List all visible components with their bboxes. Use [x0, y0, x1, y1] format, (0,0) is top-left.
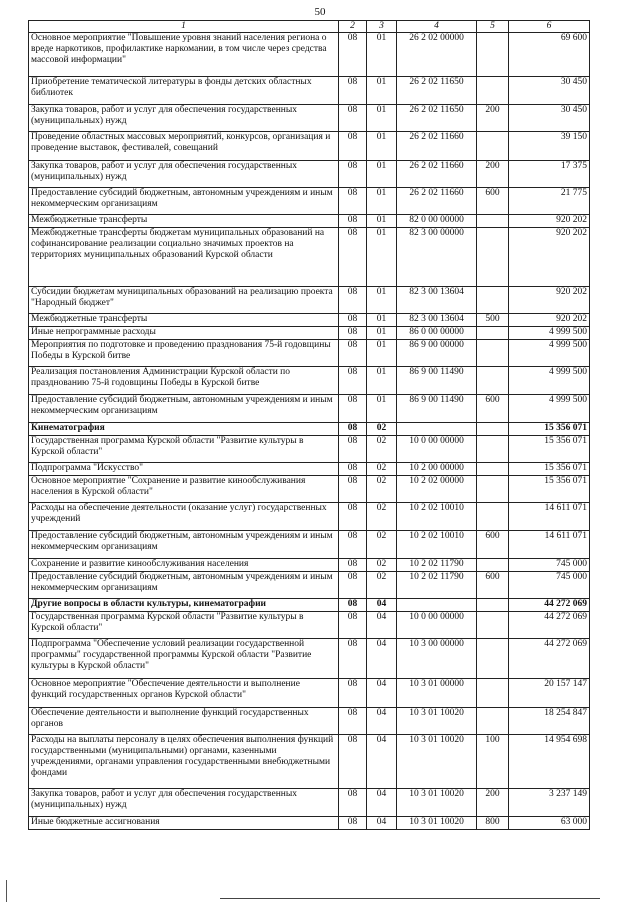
page-number: 50: [314, 6, 326, 18]
cell-vr: 200: [477, 161, 509, 188]
cell-sum: 4 999 500: [509, 395, 590, 423]
cell-pr: 02: [367, 436, 397, 463]
cell-sum: 14 611 071: [509, 503, 590, 531]
cell-sum: 30 450: [509, 77, 590, 105]
table-row: [29, 735, 590, 789]
cell-sum: 44 272 069: [509, 599, 590, 612]
cell-sum: 745 000: [509, 559, 590, 572]
cell-vr: [477, 228, 509, 287]
cell-sum: 920 202: [509, 287, 590, 314]
cell-pr: 01: [367, 77, 397, 105]
cell-pr: 02: [367, 559, 397, 572]
cell-csr: 10 0 00 00000: [397, 612, 477, 639]
cell-sum: 69 600: [509, 33, 590, 77]
cell-sum: 15 356 071: [509, 476, 590, 503]
cell-sum: 920 202: [509, 215, 590, 228]
cell-sum: 21 775: [509, 188, 590, 215]
cell-rz: 08: [339, 314, 367, 327]
cell-vr: [477, 708, 509, 735]
cell-rz: 08: [339, 572, 367, 599]
cell-vr: [477, 423, 509, 436]
cell-name: Государственная программа Курской области "Развитие культуры в Курской области": [29, 612, 339, 639]
cell-pr: 02: [367, 531, 397, 559]
table-row: [29, 789, 590, 817]
cell-rz: 08: [339, 132, 367, 161]
cell-csr: 10 2 02 10010: [397, 531, 477, 559]
cell-name: Кинематография: [29, 423, 339, 436]
cell-rz: 08: [339, 367, 367, 395]
cell-pr: 04: [367, 639, 397, 679]
cell-pr: 01: [367, 287, 397, 314]
cell-vr: [477, 612, 509, 639]
header-cell-sum: 6: [509, 21, 590, 33]
cell-csr: 82 0 00 00000: [397, 215, 477, 228]
table-row: [29, 287, 590, 314]
cell-pr: 02: [367, 463, 397, 476]
cell-sum: 18 254 847: [509, 708, 590, 735]
cell-name: Обеспечение деятельности и выполнение функций государственных органов: [29, 708, 339, 735]
table-row: [29, 132, 590, 161]
cell-vr: 600: [477, 188, 509, 215]
cell-sum: 4 999 500: [509, 367, 590, 395]
cell-name: Расходы на обеспечение деятельности (оказание услуг) государственных учреждений: [29, 503, 339, 531]
budget-table: [28, 20, 590, 830]
cell-vr: 600: [477, 531, 509, 559]
table-row: [29, 423, 590, 436]
cell-sum: 30 450: [509, 105, 590, 132]
cell-csr: 26 2 02 11660: [397, 161, 477, 188]
cell-vr: [477, 503, 509, 531]
cell-csr: 26 2 02 11660: [397, 132, 477, 161]
cell-vr: [477, 340, 509, 367]
cell-csr: [397, 599, 477, 612]
cell-name: Закупка товаров, работ и услуг для обеспечения государственных (муниципальных) нужд: [29, 105, 339, 132]
table-row: [29, 463, 590, 476]
cell-vr: 200: [477, 105, 509, 132]
cell-name: Основное мероприятие "Повышение уровня знаний населения региона о вреде наркотиков, профилактике наркомании, в том числе через средства массовой информации": [29, 33, 339, 77]
cell-csr: 10 3 00 00000: [397, 639, 477, 679]
cell-pr: 01: [367, 228, 397, 287]
header-row: [29, 21, 590, 33]
cell-pr: 04: [367, 612, 397, 639]
cell-pr: 01: [367, 395, 397, 423]
table-row: [29, 572, 590, 599]
cell-rz: 08: [339, 215, 367, 228]
cell-csr: 10 0 00 00000: [397, 436, 477, 463]
header-cell-rz: 2: [339, 21, 367, 33]
table-row: [29, 817, 590, 830]
table-row: [29, 327, 590, 340]
cell-rz: 08: [339, 503, 367, 531]
cell-vr: [477, 559, 509, 572]
cell-name: Другие вопросы в области культуры, кинематографии: [29, 599, 339, 612]
cell-pr: 01: [367, 33, 397, 77]
cell-sum: 14 954 698: [509, 735, 590, 789]
cell-pr: 01: [367, 105, 397, 132]
cell-rz: 08: [339, 789, 367, 817]
cell-csr: 86 9 00 00000: [397, 340, 477, 367]
cell-rz: 08: [339, 77, 367, 105]
cell-name: Сохранение и развитие кинообслуживания населения: [29, 559, 339, 572]
cell-name: Субсидии бюджетам муниципальных образований на реализацию проекта "Народный бюджет": [29, 287, 339, 314]
cell-csr: 86 9 00 11490: [397, 395, 477, 423]
table-row: [29, 77, 590, 105]
cell-csr: 10 3 01 10020: [397, 735, 477, 789]
table-row: [29, 340, 590, 367]
cell-pr: 01: [367, 367, 397, 395]
cell-rz: 08: [339, 531, 367, 559]
cell-sum: 4 999 500: [509, 340, 590, 367]
cell-name: Иные непрограммные расходы: [29, 327, 339, 340]
cell-vr: 500: [477, 314, 509, 327]
cell-csr: 26 2 02 11650: [397, 77, 477, 105]
cell-csr: 10 2 02 10010: [397, 503, 477, 531]
cell-pr: 02: [367, 423, 397, 436]
table-row: [29, 639, 590, 679]
cell-sum: 15 356 071: [509, 423, 590, 436]
cell-name: Предоставление субсидий бюджетным, автономным учреждениям и иным некоммерческим организациям: [29, 572, 339, 599]
cell-name: Межбюджетные трансферты: [29, 215, 339, 228]
cell-name: Расходы на выплаты персоналу в целях обеспечения выполнения функций государственными (муниципальными) органами, казенными учреждениями, органами управления государственными внебюджетными фондами: [29, 735, 339, 789]
cell-vr: 600: [477, 395, 509, 423]
cell-name: Реализация постановления Администрации Курской области по празднованию 75-й годовщины Победы в Курской битве: [29, 367, 339, 395]
cell-name: Закупка товаров, работ и услуг для обеспечения государственных (муниципальных) нужд: [29, 789, 339, 817]
cell-pr: 01: [367, 215, 397, 228]
cell-vr: 800: [477, 817, 509, 830]
cell-pr: 04: [367, 599, 397, 612]
cell-name: Предоставление субсидий бюджетным, автономным учреждениям и иным некоммерческим организациям: [29, 188, 339, 215]
cell-vr: [477, 599, 509, 612]
cell-pr: 04: [367, 789, 397, 817]
table-row: [29, 395, 590, 423]
cell-rz: 08: [339, 476, 367, 503]
cell-rz: 08: [339, 463, 367, 476]
cell-rz: 08: [339, 679, 367, 708]
cell-vr: 200: [477, 789, 509, 817]
cell-sum: 17 375: [509, 161, 590, 188]
cell-csr: [397, 423, 477, 436]
cell-sum: 4 999 500: [509, 327, 590, 340]
cell-name: Проведение областных массовых мероприятий, конкурсов, организация и проведение выставок, фестивалей, совещаний: [29, 132, 339, 161]
table-row: [29, 33, 590, 77]
cell-csr: 82 3 00 00000: [397, 228, 477, 287]
cell-rz: 08: [339, 708, 367, 735]
cell-name: Межбюджетные трансферты: [29, 314, 339, 327]
cell-csr: 26 2 02 11650: [397, 105, 477, 132]
table-row: [29, 314, 590, 327]
cell-pr: 04: [367, 679, 397, 708]
header-cell-name: 1: [29, 21, 339, 33]
cell-sum: 63 000: [509, 817, 590, 830]
table-row: [29, 105, 590, 132]
cell-rz: 08: [339, 559, 367, 572]
cell-csr: 10 2 00 00000: [397, 463, 477, 476]
cell-sum: 745 000: [509, 572, 590, 599]
cell-name: Предоставление субсидий бюджетным, автономным учреждениям и иным некоммерческим организациям: [29, 395, 339, 423]
cell-rz: 08: [339, 327, 367, 340]
cell-rz: 08: [339, 287, 367, 314]
cell-vr: [477, 77, 509, 105]
header-cell-pr: 3: [367, 21, 397, 33]
cell-sum: 39 150: [509, 132, 590, 161]
cell-vr: [477, 679, 509, 708]
cell-name: Приобретение тематической литературы в фонды детских областных библиотек: [29, 77, 339, 105]
cell-csr: 10 3 01 10020: [397, 817, 477, 830]
cell-vr: [477, 132, 509, 161]
cell-pr: 01: [367, 340, 397, 367]
cell-name: Основное мероприятие "Обеспечение деятельности и выполнение функций государственных органов Курской области": [29, 679, 339, 708]
cell-sum: 15 356 071: [509, 436, 590, 463]
cell-sum: 20 157 147: [509, 679, 590, 708]
cell-sum: 15 356 071: [509, 463, 590, 476]
cell-csr: 10 3 01 10020: [397, 708, 477, 735]
bottom-rule: [220, 898, 600, 899]
cell-sum: 920 202: [509, 314, 590, 327]
cell-csr: 10 2 02 11790: [397, 559, 477, 572]
cell-sum: 3 237 149: [509, 789, 590, 817]
table-row: [29, 367, 590, 395]
cell-csr: 86 9 00 11490: [397, 367, 477, 395]
table-row: [29, 215, 590, 228]
cell-rz: 08: [339, 105, 367, 132]
cell-rz: 08: [339, 423, 367, 436]
table-row: [29, 531, 590, 559]
cell-csr: 10 2 02 11790: [397, 572, 477, 599]
cell-name: Мероприятия по подготовке и проведению празднования 75-й годовщины Победы в Курской битве: [29, 340, 339, 367]
cell-vr: [477, 476, 509, 503]
cell-pr: 01: [367, 132, 397, 161]
cell-pr: 04: [367, 708, 397, 735]
cell-pr: 01: [367, 188, 397, 215]
cell-pr: 01: [367, 314, 397, 327]
cell-pr: 02: [367, 476, 397, 503]
cell-rz: 08: [339, 161, 367, 188]
cell-rz: 08: [339, 735, 367, 789]
cell-vr: [477, 287, 509, 314]
table-row: [29, 679, 590, 708]
cell-rz: 08: [339, 395, 367, 423]
cell-vr: [477, 463, 509, 476]
table-row: [29, 436, 590, 463]
cell-rz: 08: [339, 599, 367, 612]
cell-vr: [477, 639, 509, 679]
cell-rz: 08: [339, 340, 367, 367]
cell-rz: 08: [339, 817, 367, 830]
table-row: [29, 612, 590, 639]
cell-sum: 44 272 069: [509, 612, 590, 639]
cell-rz: 08: [339, 639, 367, 679]
cell-pr: 01: [367, 327, 397, 340]
table-row: [29, 599, 590, 612]
cell-csr: 26 2 02 11660: [397, 188, 477, 215]
cell-name: Государственная программа Курской области "Развитие культуры в Курской области": [29, 436, 339, 463]
table-row: [29, 228, 590, 287]
cell-rz: 08: [339, 612, 367, 639]
cell-name: Подпрограмма "Обеспечение условий реализации государственной программы" государственной программы Курской области "Развитие культуры в Курской области": [29, 639, 339, 679]
cell-name: Закупка товаров, работ и услуг для обеспечения государственных (муниципальных) нужд: [29, 161, 339, 188]
cell-rz: 08: [339, 33, 367, 77]
cell-name: Основное мероприятие "Сохранение и развитие кинообслуживания населения в Курской области": [29, 476, 339, 503]
cell-name: Подпрограмма "Искусство": [29, 463, 339, 476]
cell-name: Предоставление субсидий бюджетным, автономным учреждениям и иным некоммерческим организациям: [29, 531, 339, 559]
cell-pr: 02: [367, 572, 397, 599]
cell-vr: [477, 215, 509, 228]
table-row: [29, 708, 590, 735]
cell-vr: [477, 33, 509, 77]
table-row: [29, 188, 590, 215]
cell-name: Иные бюджетные ассигнования: [29, 817, 339, 830]
header-cell-csr: 4: [397, 21, 477, 33]
cell-csr: 10 3 01 10020: [397, 789, 477, 817]
cell-csr: 10 3 01 00000: [397, 679, 477, 708]
cell-csr: 82 3 00 13604: [397, 287, 477, 314]
table-row: [29, 503, 590, 531]
cell-pr: 02: [367, 503, 397, 531]
header-cell-vr: 5: [477, 21, 509, 33]
cell-sum: 920 202: [509, 228, 590, 287]
cell-name: Межбюджетные трансферты бюджетам муниципальных образований на софинансирование реализации социально значимых проектов на территориях муниципальных образований Курской области: [29, 228, 339, 287]
cell-vr: [477, 436, 509, 463]
table-row: [29, 559, 590, 572]
cell-vr: 600: [477, 572, 509, 599]
table-row: [29, 161, 590, 188]
cell-pr: 04: [367, 817, 397, 830]
cell-csr: 86 0 00 00000: [397, 327, 477, 340]
cell-csr: 82 3 00 13604: [397, 314, 477, 327]
cell-vr: 100: [477, 735, 509, 789]
table-row: [29, 476, 590, 503]
cell-sum: 44 272 069: [509, 639, 590, 679]
cell-csr: 10 2 02 00000: [397, 476, 477, 503]
cell-pr: 01: [367, 161, 397, 188]
cell-pr: 04: [367, 735, 397, 789]
cell-vr: [477, 367, 509, 395]
margin-mark: [6, 880, 7, 902]
cell-rz: 08: [339, 436, 367, 463]
cell-sum: 14 611 071: [509, 531, 590, 559]
cell-csr: 26 2 02 00000: [397, 33, 477, 77]
cell-rz: 08: [339, 228, 367, 287]
cell-rz: 08: [339, 188, 367, 215]
cell-vr: [477, 327, 509, 340]
